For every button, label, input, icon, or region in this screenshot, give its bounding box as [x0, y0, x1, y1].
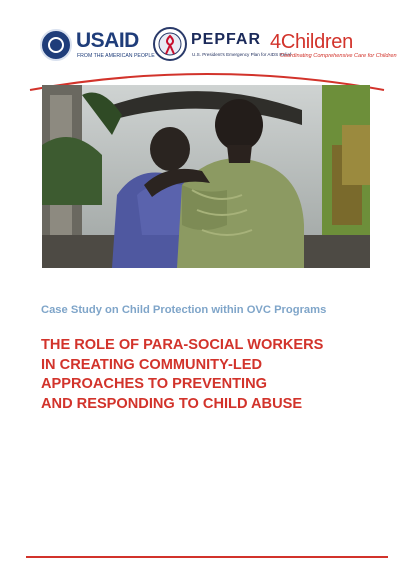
- cover-subtitle: Case Study on Child Protection within OVC Programs: [41, 304, 327, 316]
- usaid-seal-icon: [40, 29, 72, 61]
- pepfar-tagline: U.S. President's Emergency Plan for AIDS Relief: [192, 52, 292, 57]
- pepfar-wordmark: PEPFAR: [191, 31, 262, 48]
- title-line: THE ROLE OF PARA-SOCIAL WORKERS: [41, 337, 324, 353]
- usaid-wordmark: USAID: [76, 29, 139, 52]
- bottom-divider: [26, 556, 388, 558]
- title-line: APPROACHES TO PREVENTING: [41, 376, 267, 393]
- title-line: IN CREATING COMMUNITY-LED: [41, 356, 263, 373]
- usaid-tagline: FROM THE AMERICAN PEOPLE: [77, 53, 155, 59]
- fourchildren-tagline: Coordinating Comprehensive Care for Children: [280, 53, 397, 59]
- pepfar-seal-icon: [153, 27, 187, 61]
- title-line: AND RESPONDING TO CHILD ABUSE: [41, 395, 303, 412]
- cover-title: [41, 336, 381, 414]
- fourchildren-logo: [270, 31, 397, 61]
- cover-photo: [42, 85, 370, 268]
- fourchildren-wordmark: 4Children: [270, 31, 353, 53]
